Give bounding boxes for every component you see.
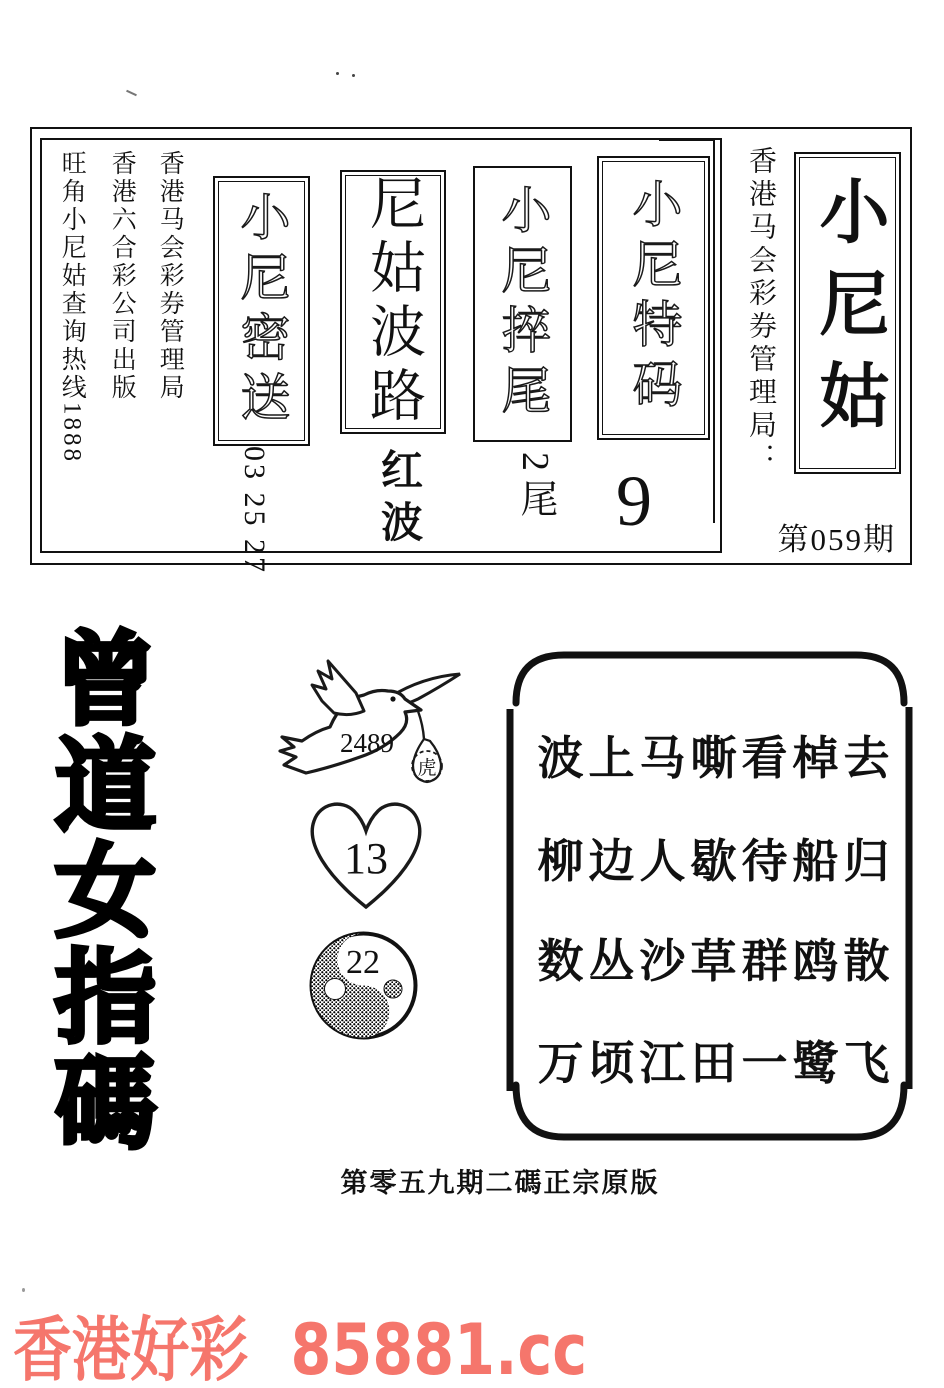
poem-line: 波上马嘶看棹去 [537,733,895,784]
taiji-dark-dot [384,980,402,998]
scan-speck [126,90,137,96]
authority-column: 香港马会彩券管理局 [156,150,184,402]
tip-box-misong-title: 小尼密送 [233,191,290,431]
scan-artifact-line [713,139,715,523]
dove-number: 2489 [340,728,394,758]
hotline-column: 旺角小尼姑查询热线1888 [58,150,86,464]
brand-box [794,152,901,474]
dove-tag-label: 虎 [417,758,437,779]
tip-box-bolu [340,170,446,434]
dove-figure [272,653,467,798]
tip-box-misong [213,176,310,446]
dove-eye [390,696,395,701]
footer-brand: 香港好彩 [13,1309,249,1388]
taiji-number: 22 [346,944,380,981]
scan-speck [22,1288,25,1292]
poem-line: 柳边人歇待船归 [537,836,895,887]
taiji-figure [305,927,422,1044]
tip-box-zuowei-title: 小尼捽尾 [494,184,551,424]
scan-artifact-line [659,139,713,141]
tip-box-bolu-title: 尼姑波路 [362,174,424,430]
tip-box-tema-title: 小尼特码 [625,178,682,418]
tip-box-tema-value: 9 [616,461,652,541]
heart-number: 13 [344,834,388,883]
poem-line: 数丛沙草群鸥散 [537,936,895,987]
tip-box-zuowei-value: 2尾 [514,452,556,525]
tip-box-misong-value: 03 25 27 [238,446,271,575]
publisher-column: 香港六合彩公司出版 [108,150,136,402]
brand-box-title: 小尼姑 [809,175,886,451]
authority-right-column: 香港马会彩券管理局： [745,146,776,476]
tip-box-zuowei [473,166,572,442]
poem-line: 万顷江田一鹭飞 [537,1038,895,1089]
taiji-white-dot [325,979,346,1000]
heart-figure [300,787,432,915]
footer-brand-line [13,1294,587,1388]
tip-box-tema [597,156,710,440]
page-title: 曾道女指碼 [38,626,156,1156]
issue-label: 第059期 [777,522,896,557]
footer-site: 85881.cc [290,1309,588,1388]
edition-caption: 第零五九期二碼正宗原版 [340,1168,660,1198]
scan-speck [336,72,339,75]
scan-speck [352,74,355,77]
tip-box-bolu-value: 红波 [375,448,421,552]
